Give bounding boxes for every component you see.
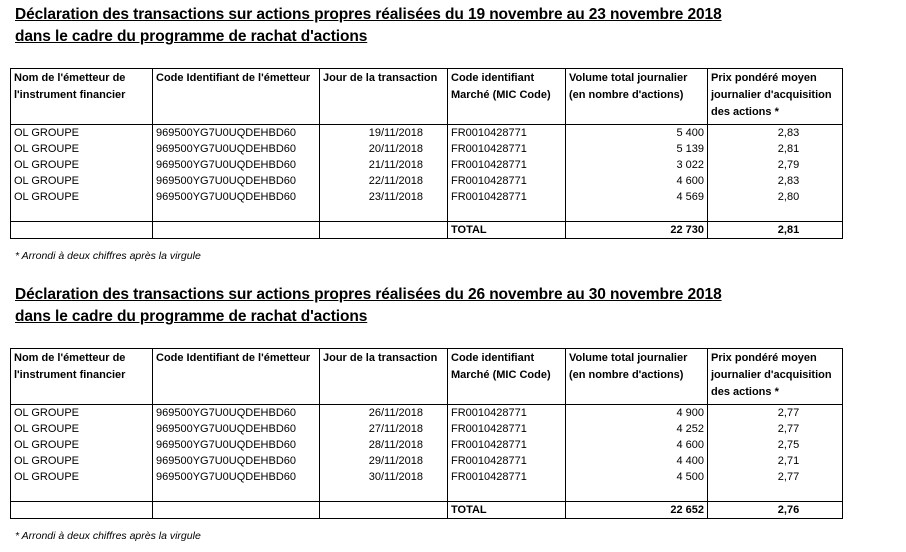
cell-prix: 2,83: [708, 173, 843, 189]
cell-jour: 30/11/2018: [320, 469, 448, 485]
cell-jour: 21/11/2018: [320, 157, 448, 173]
cell-prix: 2,75: [708, 437, 843, 453]
transactions-table: [10, 348, 843, 519]
total-volume: 22 652: [566, 502, 708, 519]
table-row: [11, 469, 843, 485]
cell-prix: 2,77: [708, 469, 843, 485]
cell-emetteur: OL GROUPE: [11, 405, 153, 422]
cell-mic: FR0010428771: [448, 141, 566, 157]
cell-jour: 23/11/2018: [320, 189, 448, 205]
header-mic: Code identifiant Marché (MIC Code): [448, 69, 566, 125]
cell-prix: 2,77: [708, 405, 843, 422]
cell-mic: FR0010428771: [448, 189, 566, 205]
header-code: Code Identifiant de l'émetteur: [153, 69, 320, 125]
cell-code: 969500YG7U0UQDEHBD60: [153, 437, 320, 453]
table-total-row: [11, 502, 843, 519]
cell-emetteur: OL GROUPE: [11, 453, 153, 469]
cell-jour: 29/11/2018: [320, 453, 448, 469]
table-spacer-row: [11, 205, 843, 222]
cell-volume: 4 900: [566, 405, 708, 422]
transactions-table: [10, 68, 843, 239]
header-emetteur: Nom de l'émetteur de l'instrument financier: [11, 349, 153, 405]
header-jour: Jour de la transaction: [320, 69, 448, 125]
cell-jour: 26/11/2018: [320, 405, 448, 422]
cell-mic: FR0010428771: [448, 125, 566, 142]
cell-prix: 2,80: [708, 189, 843, 205]
header-volume: Volume total journalier (en nombre d'actions): [566, 69, 708, 125]
total-prix: 2,81: [708, 222, 843, 239]
section-title-line2: dans le cadre du programme de rachat d'actions: [15, 308, 368, 325]
cell-jour: 22/11/2018: [320, 173, 448, 189]
table-header-row: [11, 349, 843, 405]
cell-mic: FR0010428771: [448, 453, 566, 469]
table-row: [11, 421, 843, 437]
cell-volume: 4 500: [566, 469, 708, 485]
cell-prix: 2,83: [708, 125, 843, 142]
cell-code: 969500YG7U0UQDEHBD60: [153, 141, 320, 157]
cell-emetteur: OL GROUPE: [11, 469, 153, 485]
table-row: [11, 405, 843, 422]
cell-prix: 2,77: [708, 421, 843, 437]
table-total-row: [11, 222, 843, 239]
cell-jour: 19/11/2018: [320, 125, 448, 142]
cell-volume: 5 139: [566, 141, 708, 157]
section-title-line2: dans le cadre du programme de rachat d'actions: [15, 28, 368, 45]
cell-prix: 2,71: [708, 453, 843, 469]
header-emetteur: Nom de l'émetteur de l'instrument financier: [11, 69, 153, 125]
cell-jour: 20/11/2018: [320, 141, 448, 157]
section-title-line1: Déclaration des transactions sur actions propres réalisées du 26 novembre au 30 novembre 2018: [15, 286, 722, 303]
cell-code: 969500YG7U0UQDEHBD60: [153, 125, 320, 142]
table-row: [11, 437, 843, 453]
cell-emetteur: OL GROUPE: [11, 125, 153, 142]
cell-prix: 2,79: [708, 157, 843, 173]
cell-code: 969500YG7U0UQDEHBD60: [153, 421, 320, 437]
cell-emetteur: OL GROUPE: [11, 173, 153, 189]
table-spacer-row: [11, 485, 843, 502]
cell-mic: FR0010428771: [448, 421, 566, 437]
header-prix: Prix pondéré moyen journalier d'acquisition des actions *: [708, 69, 843, 125]
cell-code: 969500YG7U0UQDEHBD60: [153, 405, 320, 422]
cell-jour: 28/11/2018: [320, 437, 448, 453]
table-row: [11, 173, 843, 189]
cell-jour: 27/11/2018: [320, 421, 448, 437]
header-mic: Code identifiant Marché (MIC Code): [448, 349, 566, 405]
cell-volume: 4 600: [566, 437, 708, 453]
cell-code: 969500YG7U0UQDEHBD60: [153, 157, 320, 173]
cell-code: 969500YG7U0UQDEHBD60: [153, 173, 320, 189]
header-code: Code Identifiant de l'émetteur: [153, 349, 320, 405]
cell-volume: 3 022: [566, 157, 708, 173]
cell-mic: FR0010428771: [448, 437, 566, 453]
header-volume: Volume total journalier (en nombre d'actions): [566, 349, 708, 405]
section-title-line1: Déclaration des transactions sur actions propres réalisées du 19 novembre au 23 novembre 2018: [15, 6, 722, 23]
cell-emetteur: OL GROUPE: [11, 437, 153, 453]
table-header-row: [11, 69, 843, 125]
cell-mic: FR0010428771: [448, 469, 566, 485]
cell-code: 969500YG7U0UQDEHBD60: [153, 469, 320, 485]
table-row: [11, 125, 843, 142]
rounding-note: * Arrondi à deux chiffres après la virgule: [15, 530, 201, 542]
header-prix: Prix pondéré moyen journalier d'acquisition des actions *: [708, 349, 843, 405]
cell-volume: 4 600: [566, 173, 708, 189]
cell-code: 969500YG7U0UQDEHBD60: [153, 189, 320, 205]
total-label: TOTAL: [448, 222, 566, 239]
rounding-note: * Arrondi à deux chiffres après la virgule: [15, 250, 201, 262]
cell-mic: FR0010428771: [448, 405, 566, 422]
cell-emetteur: OL GROUPE: [11, 189, 153, 205]
table-row: [11, 189, 843, 205]
cell-volume: 4 569: [566, 189, 708, 205]
cell-emetteur: OL GROUPE: [11, 141, 153, 157]
total-volume: 22 730: [566, 222, 708, 239]
cell-code: 969500YG7U0UQDEHBD60: [153, 453, 320, 469]
cell-prix: 2,81: [708, 141, 843, 157]
header-jour: Jour de la transaction: [320, 349, 448, 405]
cell-emetteur: OL GROUPE: [11, 421, 153, 437]
total-label: TOTAL: [448, 502, 566, 519]
cell-volume: 4 252: [566, 421, 708, 437]
cell-mic: FR0010428771: [448, 157, 566, 173]
table-row: [11, 453, 843, 469]
total-prix: 2,76: [708, 502, 843, 519]
table-row: [11, 141, 843, 157]
cell-volume: 4 400: [566, 453, 708, 469]
table-row: [11, 157, 843, 173]
cell-emetteur: OL GROUPE: [11, 157, 153, 173]
cell-mic: FR0010428771: [448, 173, 566, 189]
cell-volume: 5 400: [566, 125, 708, 142]
